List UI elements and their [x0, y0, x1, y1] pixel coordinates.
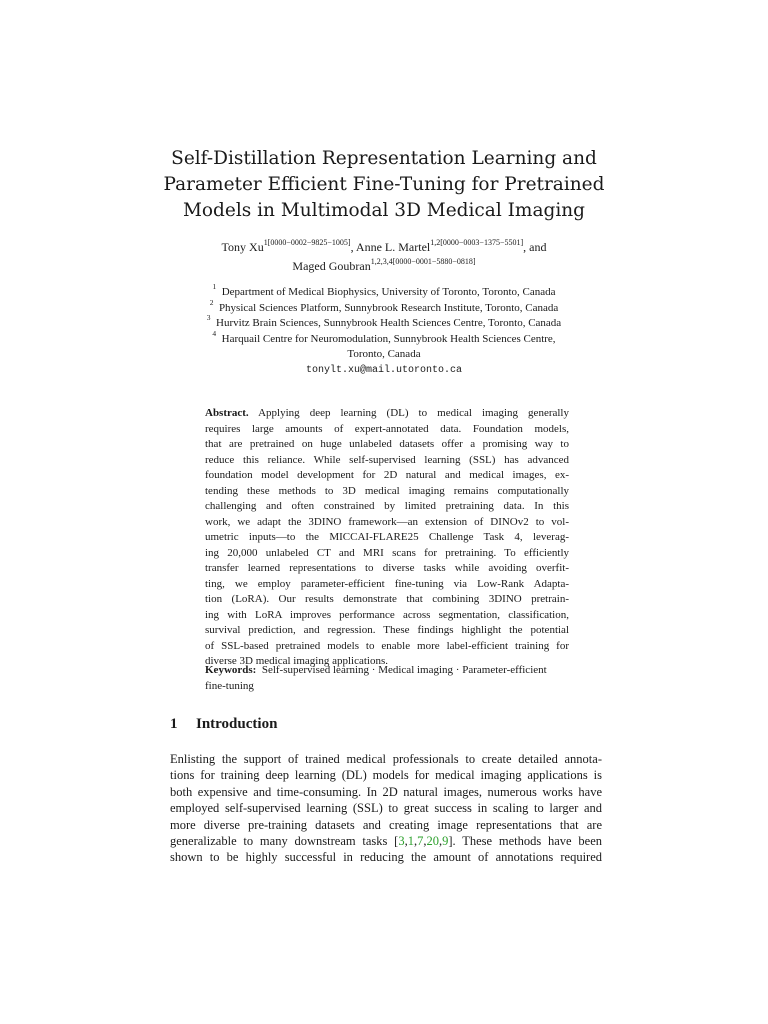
affiliation [130, 328, 638, 348]
keywords-line: fine-tuning [205, 680, 254, 692]
abstract-line: foundation model development for 2D natural and medical images, ex- [205, 469, 569, 481]
author-name: Maged Goubran [292, 259, 371, 273]
abstract-line: ing 20,000 unlabeled CT and MRI scans for pretraining. To efficiently [205, 546, 569, 559]
citation-link[interactable]: 7 [417, 834, 424, 849]
affiliation-number: 1 [212, 282, 217, 292]
body-line: employed self-supervised learning (SSL) to great success in scaling to larger and [170, 801, 602, 816]
author-list [130, 238, 638, 276]
author-name: Tony Xu [221, 240, 264, 254]
abstract-line: challenging and often constrained by limited pretraining data. In this [205, 500, 569, 512]
affiliation-number: 2 [209, 297, 214, 307]
abstract-label: Abstract. [205, 407, 249, 419]
abstract-line: umetric inputs—to the MICCAI-FLARE25 Challenge Task 4, leverag- [205, 531, 569, 543]
citation-link[interactable]: 1 [407, 834, 414, 849]
paper-title [140, 146, 628, 224]
abstract-line: that are pretrained on huge unlabeled datasets offer a promising way to [205, 438, 569, 450]
author-orcid: 1,2,3,4[0000−0001−5880−0818] [370, 257, 476, 266]
abstract-line: survival prediction, and regression. These findings highlight the potential [205, 624, 569, 636]
abstract-line: transfer learned representations to diverse tasks while avoiding overfit- [205, 562, 569, 574]
citation-link[interactable]: 9 [442, 834, 449, 849]
keywords-line: Keywords: Self-supervised learning · Medical imaging · Parameter-efficient [205, 664, 547, 676]
abstract-line: ting, we employ parameter-efficient fine-tuning via Low-Rank Adapta- [205, 577, 569, 590]
contact-email[interactable]: tonylt.xu@mail.utoronto.ca [305, 364, 463, 376]
affiliation [130, 282, 638, 301]
affiliation-number: 3 [206, 313, 211, 323]
abstract-line: reduce this reliance. While self-supervised learning (SSL) has advanced [205, 453, 569, 466]
section-heading [170, 716, 277, 733]
abstract-line: diverse 3D medical imaging applications. [205, 655, 388, 667]
abstract [205, 406, 569, 670]
abstract-line: tending these methods to 3D medical imaging remains computationally [205, 484, 569, 497]
affiliation-text: Harquail Centre for Neuromodulation, Sunnybrook Health Sciences Centre, [221, 332, 556, 345]
affiliation-text: Physical Sciences Platform, Sunnybrook Research Institute, Toronto, Canada [218, 301, 559, 314]
keywords-label: Keywords: [205, 664, 257, 676]
title-line-2: Parameter Efficient Fine-Tuning for Pretrained [163, 174, 605, 195]
citation-link[interactable]: 3 [398, 834, 405, 849]
title-line-3: Models in Multimodal 3D Medical Imaging [182, 200, 586, 221]
author-name: , Anne L. Martel [350, 240, 431, 254]
keywords [205, 662, 585, 694]
abstract-line: tion (LoRA). Our results demonstrate that combining 3DINO pretrain- [205, 593, 569, 605]
abstract-line: of SSL-based pretrained models to enable more label-efficient training for [205, 639, 569, 652]
author-orcid: 1,2[0000−0003−1375−5501] [430, 238, 524, 247]
author-line-2 [130, 257, 638, 276]
section-title: Introduction [196, 716, 278, 732]
body-line: tions for training deep learning (DL) models for medical imaging applications is [170, 768, 602, 783]
affiliation [130, 313, 638, 332]
affiliation-text: Department of Medical Biophysics, University of Toronto, Toronto, Canada [221, 286, 556, 298]
author-conjunction: , and [523, 240, 547, 254]
citation-link[interactable]: 20 [426, 834, 439, 849]
body-line: both expensive and time-consuming. In 2D natural images, numerous works have [170, 784, 602, 799]
author-line-1 [130, 238, 638, 257]
abstract-line: ing with LoRA improves performance across segmentation, classification, [205, 608, 569, 621]
affiliation-text: Hurvitz Brain Sciences, Sunnybrook Health Sciences Centre, Toronto, Canada [216, 317, 562, 329]
introduction-body [170, 751, 602, 866]
body-line: more diverse pre-training datasets and creating image representations that are [170, 817, 602, 832]
body-line: shown to be highly successful in reducing the amount of annotations required [170, 850, 602, 865]
section-number: 1 [170, 716, 178, 732]
abstract-line: Abstract. Applying deep learning (DL) to medical imaging generally [205, 407, 569, 419]
author-orcid: 1[0000−0002−9825−1005] [263, 238, 351, 247]
abstract-line: work, we adapt the 3DINO framework—an extension of DINOv2 to vol- [205, 515, 569, 528]
affiliation-list [130, 282, 638, 378]
body-line: generalizable to many downstream tasks [3,1,7,20,9]. These methods have been [170, 834, 602, 849]
affiliation-continuation: Toronto, Canada [347, 348, 421, 360]
affiliation-number: 4 [212, 328, 217, 338]
abstract-line: requires large amounts of expert-annotated data. Foundation models, [205, 422, 569, 435]
title-line-1: Self-Distillation Representation Learning and [171, 148, 597, 169]
body-line: Enlisting the support of trained medical professionals to create detailed annota- [170, 752, 602, 766]
